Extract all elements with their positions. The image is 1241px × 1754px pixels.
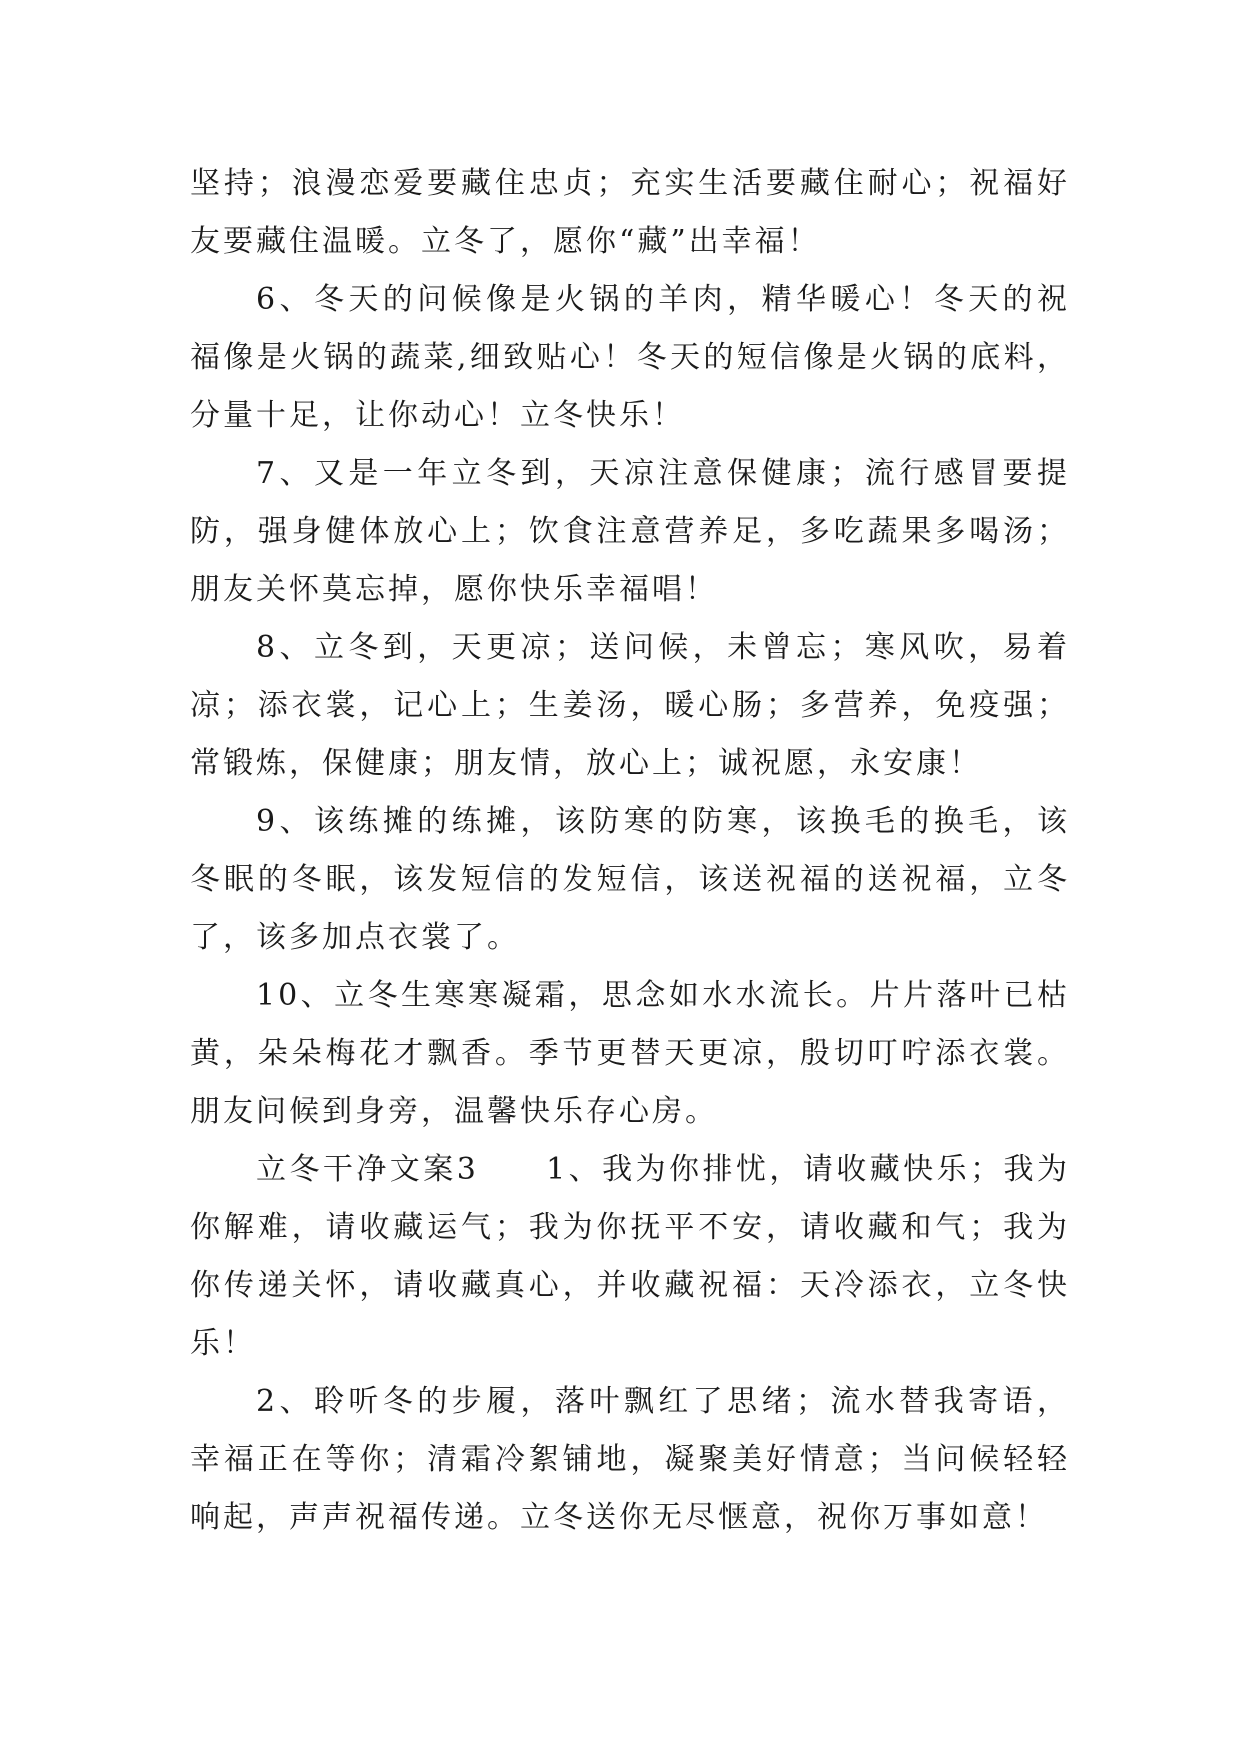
- paragraph-section-3-item-1: 立冬干净文案3 1、我为你排忧，请收藏快乐；我为你解难，请收藏运气；我为你抚平不安，请收藏和气；我为你传递关怀，请收藏真心，并收藏祝福：天冷添衣，立冬快乐！: [190, 1152, 1070, 1361]
- paragraph-item-10: 10、立冬生寒寒凝霜，思念如水水流长。片片落叶已枯黄，朵朵梅花才飘香。季节更替天更凉，殷切叮咛添衣裳。朋友问候到身旁，温馨快乐存心房。: [190, 978, 1070, 1129]
- document-body: [190, 155, 1070, 1547]
- paragraph-continuation: 坚持；浪漫恋爱要藏住忠贞；充实生活要藏住耐心；祝福好友要藏住温暖。立冬了，愿你“藏”出幸福！: [190, 166, 1070, 259]
- paragraph-item-8: 8、立冬到，天更凉；送问候，未曾忘；寒风吹，易着凉；添衣裳，记心上；生姜汤，暖心肠；多营养，免疫强；常锻炼，保健康；朋友情，放心上；诚祝愿，永安康！: [190, 630, 1070, 781]
- paragraph-item-6: 6、冬天的问候像是火锅的羊肉，精华暖心！冬天的祝福像是火锅的蔬菜,细致贴心！冬天的短信像是火锅的底料，分量十足，让你动心！立冬快乐！: [190, 282, 1070, 433]
- paragraph-section-3-item-2: 2、聆听冬的步履，落叶飘红了思绪；流水替我寄语，幸福正在等你；清霜冷絮铺地，凝聚美好情意；当问候轻轻响起，声声祝福传递。立冬送你无尽惬意，祝你万事如意！: [190, 1384, 1070, 1535]
- paragraph-item-7: 7、又是一年立冬到，天凉注意保健康；流行感冒要提防，强身健体放心上；饮食注意营养足，多吃蔬果多喝汤；朋友关怀莫忘掉，愿你快乐幸福唱！: [190, 456, 1070, 607]
- paragraph-item-9: 9、该练摊的练摊，该防寒的防寒，该换毛的换毛，该冬眠的冬眠，该发短信的发短信，该送祝福的送祝福，立冬了，该多加点衣裳了。: [190, 804, 1070, 955]
